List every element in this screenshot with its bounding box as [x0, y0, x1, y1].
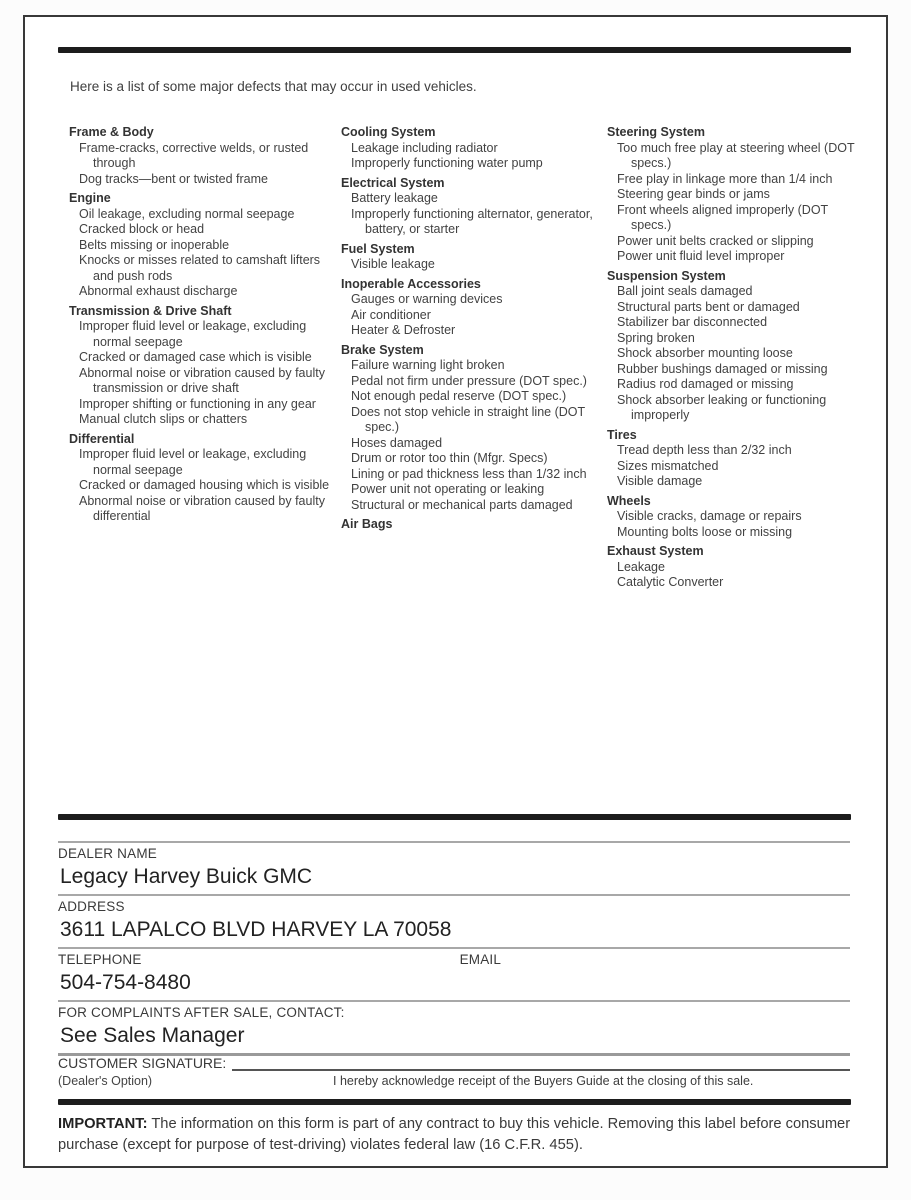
defect-item: Lining or pad thickness less than 1/32 inch: [351, 466, 587, 481]
defect-item: Pedal not firm under pressure (DOT spec.): [351, 373, 587, 388]
defect-section: [69, 304, 341, 428]
address-value: 3611 LAPALCO BLVD HARVEY LA 70058: [60, 918, 452, 941]
defect-item: Cracked or damaged case which is visible: [79, 350, 312, 364]
defect-item: Improperly functioning water pump: [351, 156, 543, 170]
defect-category-title: Inoperable Accessories: [341, 276, 481, 291]
defect-section: [341, 517, 607, 533]
dealer-name-label: DEALER NAME: [58, 846, 157, 861]
defect-section: [607, 125, 865, 265]
defect-category-title: Wheels: [607, 493, 651, 508]
telephone-email-field: [58, 947, 850, 1000]
defect-item: Power unit belts cracked or slipping: [617, 233, 814, 248]
defect-item: Catalytic Converter: [617, 575, 724, 589]
defect-item: Abnormal noise or vibration caused by faulty differential: [79, 493, 325, 523]
buyers-guide-page: [23, 15, 888, 1168]
important-label: IMPORTANT:: [58, 1116, 148, 1132]
defect-item: Power unit not operating or leaking: [351, 482, 545, 496]
defect-item: Abnormal exhaust discharge: [79, 284, 238, 298]
complaints-contact-label: FOR COMPLAINTS AFTER SALE, CONTACT:: [58, 1005, 345, 1020]
defect-item: Manual clutch slips or chatters: [79, 412, 248, 426]
defect-item: Too much free play at steering wheel (DOT specs.): [617, 140, 855, 170]
defect-item: Visible cracks, damage or repairs: [617, 509, 802, 523]
defect-category-title: Differential: [69, 431, 135, 446]
dealer-name-field: [58, 841, 850, 894]
defect-category-title: Engine: [69, 191, 111, 205]
defect-category-title: Tires: [607, 427, 637, 442]
telephone-label: TELEPHONE: [58, 952, 142, 967]
dealers-option-label: (Dealer's Option): [58, 1074, 153, 1088]
defect-section: [341, 277, 607, 339]
defect-category-title: Fuel System: [341, 241, 415, 256]
defect-item: Shock absorber leaking or functioning improperly: [617, 392, 827, 422]
defect-section: [341, 125, 607, 172]
defect-item: Improperly functioning alternator, generator, battery, or starter: [351, 206, 593, 236]
defect-category-title: Air Bags: [341, 517, 393, 531]
important-notice: [58, 1114, 854, 1156]
defect-item: Structural parts bent or damaged: [617, 299, 800, 314]
email-label: EMAIL: [459, 952, 502, 967]
defects-column-3: [607, 121, 865, 595]
defect-item: Improper fluid level or leakage, excluding normal seepage: [79, 447, 307, 477]
defect-item: Not enough pedal reserve (DOT spec.): [351, 389, 567, 403]
defect-item: Heater & Defroster: [351, 323, 456, 337]
defect-item: Rubber bushings damaged or missing: [617, 361, 828, 376]
defect-item: Leakage: [617, 559, 665, 574]
defect-item: Air conditioner: [351, 307, 431, 322]
defect-category-title: Exhaust System: [607, 544, 704, 558]
defect-section: [607, 494, 865, 541]
defects-column-2: [341, 121, 607, 595]
defect-item: Sizes mismatched: [617, 458, 719, 473]
defect-item: Belts missing or inoperable: [79, 237, 230, 252]
defect-section: [607, 269, 865, 424]
top-divider-bar: [58, 47, 851, 53]
defect-item: Mounting bolts loose or missing: [617, 524, 793, 539]
defect-item: Hoses damaged: [351, 435, 443, 450]
defect-category-title: Transmission & Drive Shaft: [69, 303, 232, 318]
defect-item: Drum or rotor too thin (Mfgr. Specs): [351, 451, 548, 465]
address-label: ADDRESS: [58, 899, 125, 914]
bottom-divider-bar: [58, 1099, 851, 1105]
signature-line: [232, 1057, 850, 1071]
defect-item: Visible damage: [617, 474, 703, 488]
defect-section: [607, 428, 865, 490]
defect-section: [69, 432, 341, 525]
defect-category-title: Suspension System: [607, 268, 726, 283]
defect-item: Spring broken: [617, 330, 695, 345]
defect-category-title: Steering System: [607, 125, 705, 139]
defect-item: Steering gear binds or jams: [617, 187, 770, 201]
defect-item: Failure warning light broken: [351, 358, 505, 372]
defect-category-title: Electrical System: [341, 175, 445, 190]
defect-item: Structural or mechanical parts damaged: [351, 497, 573, 512]
defects-columns: [69, 121, 866, 595]
defect-section: [607, 544, 865, 591]
complaints-contact-value: See Sales Manager: [60, 1024, 245, 1047]
customer-signature-section: [58, 1055, 850, 1088]
defect-item: Free play in linkage more than 1/4 inch: [617, 171, 833, 186]
dealer-info-form: [58, 841, 850, 1056]
defect-item: Abnormal noise or vibration caused by faulty transmission or drive shaft: [79, 365, 325, 395]
defect-item: Cracked or damaged housing which is visible: [79, 478, 330, 492]
defect-item: Battery leakage: [351, 191, 438, 205]
defect-item: Leakage including radiator: [351, 140, 498, 155]
defect-item: Improper shifting or functioning in any gear: [79, 396, 316, 411]
defect-item: Frame-cracks, corrective welds, or rusted through: [79, 140, 309, 170]
telephone-value: 504-754-8480: [60, 971, 191, 994]
defect-category-title: Brake System: [341, 342, 424, 357]
defects-intro-text: Here is a list of some major defects that may occur in used vehicles.: [70, 79, 477, 94]
defect-section: [341, 343, 607, 514]
defect-item: Gauges or warning devices: [351, 292, 503, 306]
defect-item: Radius rod damaged or missing: [617, 377, 794, 391]
defects-column-1: [69, 121, 341, 595]
defect-item: Oil leakage, excluding normal seepage: [79, 206, 295, 221]
defect-item: Cracked block or head: [79, 222, 205, 236]
defect-section: [69, 191, 341, 300]
complaints-contact-field: [58, 1000, 850, 1056]
address-field: [58, 894, 850, 947]
defect-item: Tread depth less than 2/32 inch: [617, 443, 792, 457]
defect-section: [69, 125, 341, 187]
defect-item: Stabilizer bar disconnected: [617, 315, 768, 329]
middle-divider-bar: [58, 814, 851, 820]
defect-item: Does not stop vehicle in straight line (DOT spec.): [351, 404, 585, 434]
defect-item: Ball joint seals damaged: [617, 284, 753, 298]
defect-category-title: Frame & Body: [69, 125, 154, 139]
defect-item: Power unit fluid level improper: [617, 249, 785, 263]
important-text: The information on this form is part of any contract to buy this vehicle. Removing this label before consumer purchase (except for purpose of test-driving) violates federal law (16 C.F.R. 455).: [58, 1116, 851, 1153]
defect-item: Shock absorber mounting loose: [617, 346, 793, 360]
dealer-name-value: Legacy Harvey Buick GMC: [60, 865, 313, 888]
customer-signature-label: CUSTOMER SIGNATURE:: [58, 1055, 227, 1071]
defect-item: Improper fluid level or leakage, excluding normal seepage: [79, 319, 307, 349]
defect-section: [341, 242, 607, 273]
defect-category-title: Cooling System: [341, 125, 436, 139]
defect-item: Front wheels aligned improperly (DOT specs.): [617, 202, 828, 232]
defect-section: [341, 176, 607, 238]
defect-item: Dog tracks—bent or twisted frame: [79, 171, 268, 186]
defect-item: Visible leakage: [351, 257, 435, 271]
acknowledgment-text: I hereby acknowledge receipt of the Buyers Guide at the closing of this sale.: [333, 1074, 754, 1088]
defect-item: Knocks or misses related to camshaft lifters and push rods: [79, 253, 321, 283]
